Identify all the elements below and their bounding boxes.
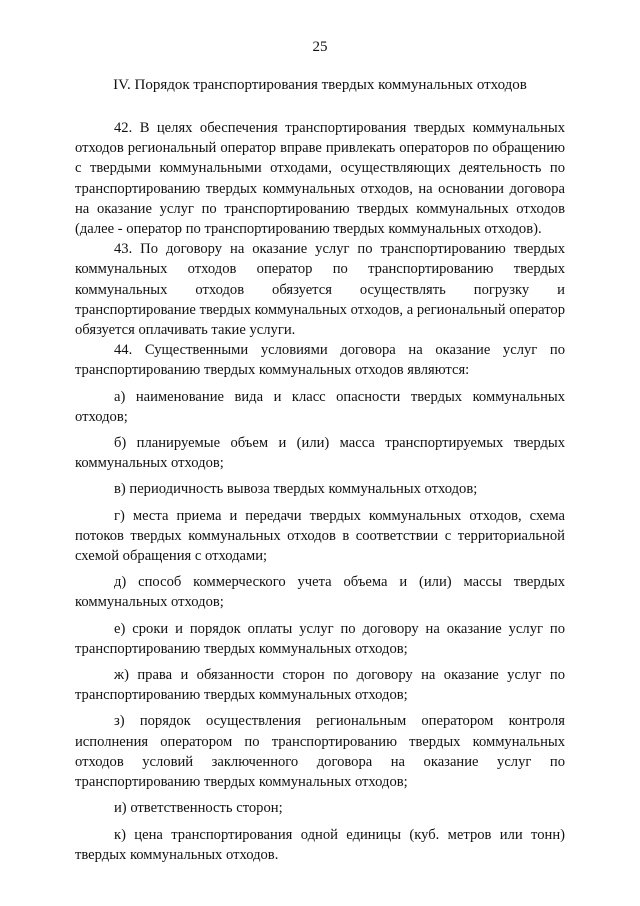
list-item-e: е) сроки и порядок оплаты услуг по договору на оказание услуг по транспортированию твердых коммунальных отходов;	[75, 620, 565, 657]
list-item-d: д) способ коммерческого учета объема и (или) массы твердых коммунальных отходов;	[75, 574, 565, 611]
paragraph-42: 42. В целях обеспечения транспортирования твердых коммунальных отходов региональный оператор вправе привлекать операторов по обращению с твердыми коммунальными отходами, осуществляющих деятельность по транспортированию твердых коммунальных отходов, на основании договора на оказание услуг по транспортированию твердых коммунальных отходов (далее - оператор по транспортированию твердых коммунальных отходов).	[75, 120, 565, 238]
list-item-b: б) планируемые объем и (или) масса транспортируемых твердых коммунальных отходов;	[75, 435, 565, 472]
list-item-g: г) места приема и передачи твердых коммунальных отходов, схема потоков твердых коммунальных отходов в соответствии с территориальной схемой обращения с отходами;	[75, 507, 565, 565]
paragraph-43: 43. По договору на оказание услуг по транспортированию твердых коммунальных отходов оператор по транспортированию твердых коммунальных отходов обязуется осуществлять погрузку и транспортирование твердых коммунальных отходов, а региональный оператор обязуется оплачивать такие услуги.	[75, 241, 565, 339]
list-item-z: з) порядок осуществления региональным оператором контроля исполнения оператором по транспортированию твердых коммунальных отходов условий заключенного договора на оказание услуг по транспортированию твердых коммунальных отходов;	[75, 713, 565, 791]
page-number: 25	[312, 39, 328, 55]
section-title: IV. Порядок транспортирования твердых коммунальных отходов	[113, 77, 527, 93]
paragraph-44: 44. Существенными условиями договора на оказание услуг по транспортированию твердых коммунальных отходов являются:	[75, 342, 565, 379]
list-item-v: в) периодичность вывоза твердых коммунальных отходов;	[114, 481, 478, 498]
list-item-i: и) ответственность сторон;	[114, 800, 283, 817]
list-item-a: а) наименование вида и класс опасности твердых коммунальных отходов;	[75, 388, 565, 425]
document-body	[75, 118, 565, 865]
list-item-zh: ж) права и обязанности сторон по договору на оказание услуг по транспортированию твердых коммунальных отходов;	[75, 667, 565, 704]
list-item-k: к) цена транспортирования одной единицы (куб. метров или тонн) твердых коммунальных отходов.	[75, 826, 565, 863]
